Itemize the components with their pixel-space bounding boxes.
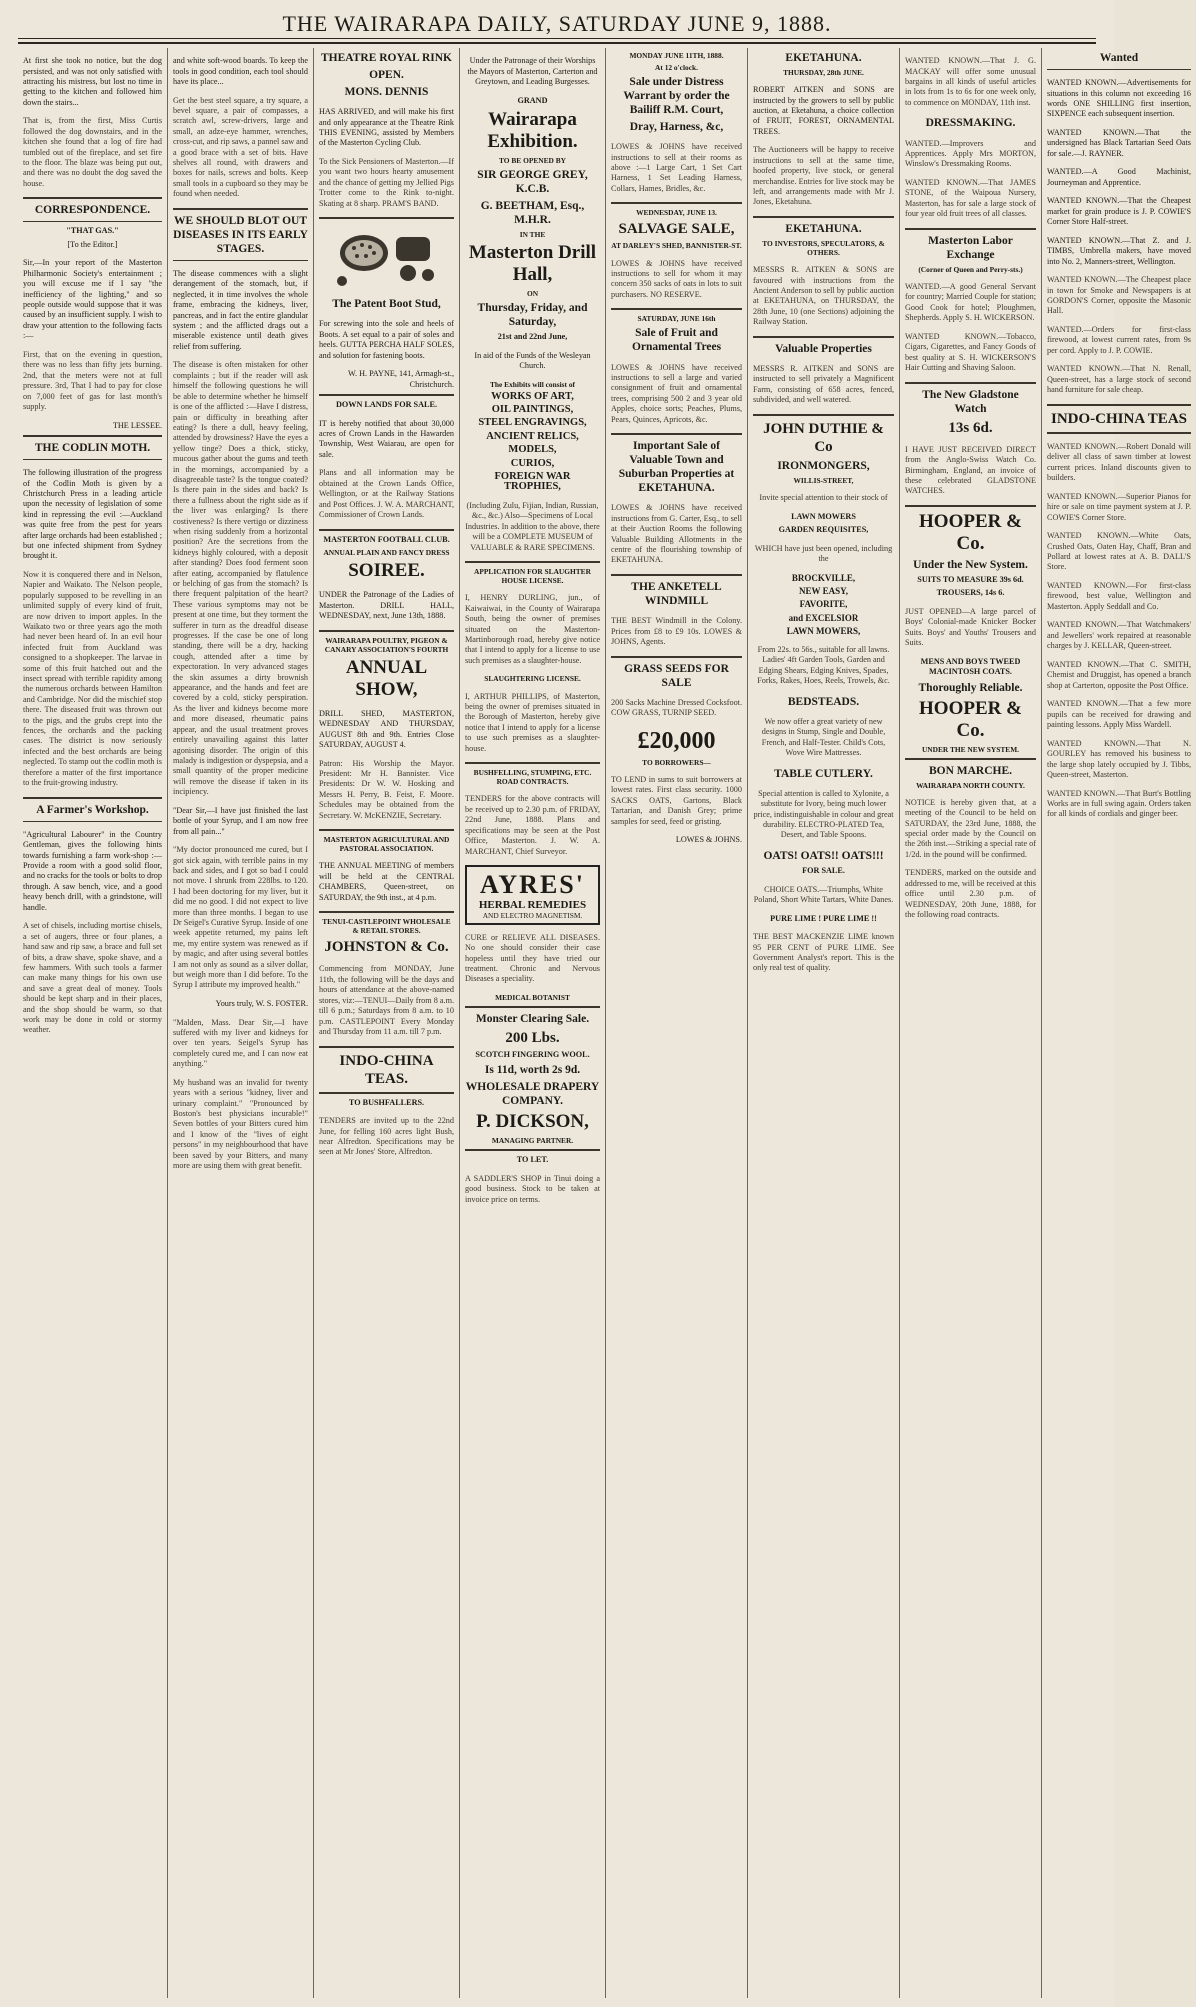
salvage-date: WEDNESDAY, JUNE 13. xyxy=(636,208,717,218)
oats-oats: OATS! OATS!! OATS!!! xyxy=(763,850,884,863)
windmill: THE ANKETELL WINDMILL xyxy=(631,581,722,608)
duthie: JOHN DUTHIE & Co xyxy=(763,420,884,455)
theatre-sub: OPEN. xyxy=(369,69,404,81)
labor-exchange-sub: (Corner of Queen and Perry-sts.) xyxy=(918,264,1023,274)
tools-intro: and white soft-wood boards. To keep the tools in good condition, each tool should have its place... xyxy=(173,56,308,86)
salvage-heading: SALVAGE SALE, xyxy=(618,221,735,238)
exhibit-item: FOREIGN WAR TROPHIES, xyxy=(494,471,571,493)
beetham: G. BEETHAM, Esq., M.H.R. xyxy=(480,200,585,226)
wanted-ad: WANTED.—A Good Machinist, Journeyman and Apprentice. xyxy=(1047,167,1191,187)
farmer-heading: A Farmer's Workshop. xyxy=(36,803,149,816)
investors: TO INVESTORS, SPECULATORS, & OTHERS. xyxy=(762,239,885,258)
wholesale: WHOLESALE DRAPERY COMPANY. xyxy=(465,1081,600,1108)
eketahuna-2: EKETAHUNA. xyxy=(785,223,862,236)
football-sub: ANNUAL PLAIN AND FANCY DRESS xyxy=(323,548,450,558)
hooper-1: HOOPER & Co. xyxy=(919,511,1022,555)
mower-item: NEW EASY, xyxy=(798,586,849,597)
exhibit-item: STEEL ENGRAVINGS, xyxy=(478,417,587,429)
sat-date: SATURDAY, JUNE 16th xyxy=(637,314,716,324)
wanted-list xyxy=(1047,78,1191,267)
mower-item: and EXCELSIOR xyxy=(788,612,859,623)
gladstone-watch: The New Gladstone Watch xyxy=(922,388,1019,415)
theatre-heading: THEATRE ROYAL RINK xyxy=(320,52,452,64)
mower-item: BROCKVILLE, xyxy=(791,572,856,583)
testimonial-signoff: Yours truly, W. S. FOSTER. xyxy=(215,999,308,1008)
wanted-ad: WANTED KNOWN.—That the Cheapest market for grain produce is J. P. COWIE'S Corner Store Half-street. xyxy=(1047,196,1191,227)
exhibition-title: Wairarapa Exhibition. xyxy=(487,109,578,152)
column-4: Under the Patronage of their Worships the Mayors of Masterton, Carterton and Greytown, and Leading Burgesses. GRAND Wairarapa Exhibition. TO BE OPENED BY SIR GEORGE GREY, K.C.B. G. BEETHAM, Esq., M.H.R. IN THE Masterton Drill Hall, ON Thursday, Friday, and Saturday, 21st and 22nd June, In aid of the Funds of the Wesleyan Church. The Exhibits will consist of WORKS OF ART, OIL PAINTINGS, STEEL ENGRAVINGS, ANCIENT RELICS, MODELS, CURIOS, FOREIGN WAR TROPHIES, (Including Zulu, Fijian, Indian, Russian, &c., &c.) Also—Specimens of Local Industries. In addition to the above, there will be a COMPLETE MUSEUM of VALUABLE & RARE SPECIMENS. APPLICATION FOR SLAUGHTER HOUSE LICENSE. I, HENRY DURLING, jun., of Kaiwaiwai, in the County of Wairarapa South, being the owner of premises situated on the Masterton-Martinborough road, hereby give notice that I intend to apply for a license to use such premises as a slaughter-house. SLAUGHTERING LICENSE. I, ARTHUR PHILLIPS, of Masterton, being the owner of premises situated in the Borough of Masterton, hereby give notice that I intend to apply for a license to use such premises as a slaughter-house. BUSHFELLING, STUMPING, ETC. ROAD CONTRACTS. TENDERS for the above contracts will be received up to 2.30 p.m. of FRIDAY, 22nd June, 1888. Plans and specifications may be seen at the Post Office, Masterton. J. W. A. MARCHANT, Chief Surveyor. AYRES' HERBAL REMEDIES AND ELECTRO MAGNETISM. CURE or RELIEVE ALL DISEASES. No one should consider their case hopeless until they have tried our treatment. Chronic and Nervous Diseases a speciality. MEDICAL BOTANIST Monster Clearing Sale. 200 Lbs. SCOTCH FINGERING WOOL. Is 11d, worth 2s 9d. WHOLESALE DRAPERY COMPANY. P. DICKSON, MANAGING PARTNER. TO LET. A SADDLER'S SHOP in Tinui doing a good business. Stock to be taken at invoice price on terms. xyxy=(460,48,606,1998)
mower-item: FAVORITE, xyxy=(799,599,848,610)
hooper-2: HOOPER & Co. xyxy=(919,697,1022,741)
to-let: TO LET. xyxy=(516,1155,549,1165)
trousers-price: TROUSERS, 14s 6. xyxy=(936,588,1005,598)
boot-stud-illustration xyxy=(324,223,450,293)
eketahuna-body: ROBERT AITKEN and SONS are instructed by the growers to sell by public auction, at Eketahuna, a choice collection of FRUIT, FOREST, ORNAMENTAL TREES. xyxy=(753,85,894,136)
lands-heading: DOWN LANDS FOR SALE. xyxy=(336,400,437,410)
important-sale: Important Sale of Valuable Town and Suburban Properties at EKETAHUNA. xyxy=(618,440,735,495)
bedsteads: BEDSTEADS. xyxy=(787,695,860,708)
masthead xyxy=(18,6,1096,44)
column-8: Wanted WANTED KNOWN.—Advertisements for situations in this column not exceeding 16 words ONE SHILLING first insertion, SIXPENCE each subsequent insertion. WANTED KNOWN.—That the undersigned has Black Tartarian Seed Oats for sale.—J. RAYNER. WANTED.—A Good Machinist, Journeyman and Apprentice. WANTED KNOWN.—That the Cheapest market for grain produce is J. P. COWIE'S Corner Store Half-street. WANTED KNOWN.—That Z. and J. TIMBS, Umbrella makers, have moved into No. 2, Manners-street, Wellington. WANTED KNOWN.—The Cheapest place in town for Smoke and Newspapers is at GORDON'S Corner, opposite the Masonic Hall. WANTED.—Orders for first-class firewood, at lowest current rates, from 9s per cord. Apply to J. P. COWIE. WANTED KNOWN.—That N. Renall, Queen-street, has a large stock of second hand furniture for sale cheap. INDO-CHINA TEAS WANTED KNOWN.—Robert Donald will deliver all class of sawn timber at lowest current prices. Inland discounts given to builders. WANTED KNOWN.—Superior Pianos for hire or sale on time payment system at J. P. COWIE'S Corner Store. WANTED KNOWN.—White Oats, Crushed Oats, Oaten Hay, Chaff, Bran and Pollard at lowest rates at A. B. DALL'S Store. WANTED KNOWN.—For first-class firewood, best value, Wellington and Masterton. Apply Seddall and Co. WANTED KNOWN.—That Watchmakers' and Jewellers' work repaired at reasonable charges by J. KELLAR, Queen-street. WANTED KNOWN.—That C. SMITH, Chemist and Druggist, has opened a branch shop at Carterton, opposite the Post Office. WANTED KNOWN.—That a few more pupils can be received for drawing and painting lessons. Apply Miss Wardell. WANTED KNOWN.—That N. GOURLEY has removed his business to the large shop lately occupied by J. Tibbs, Queen-street, Masterton. WANTED KNOWN.—That Burt's Bottling Works are in full swing again. Orders taken for all kinds of cordials and ginger beer. xyxy=(1047,52,1191,819)
borrowers: TO BORROWERS— xyxy=(642,757,711,767)
exhibit-item: MODELS, xyxy=(508,444,557,456)
exhibition-patron: Under the Patronage of their Worships the Mayors of Masterton, Carterton and Greytown, and Leading Burgesses. xyxy=(467,56,598,86)
lbs: 200 Lbs. xyxy=(505,1029,560,1046)
wanted-ad: WANTED KNOWN.—That the undersigned has Black Tartarian Seed Oats for sale.—J. RAYNER. xyxy=(1047,128,1191,158)
pure-lime: PURE LIME ! PURE LIME !! xyxy=(770,913,877,923)
wanted-heading: Wanted xyxy=(1099,52,1139,64)
soiree-body: UNDER the Patronage of the Ladies of Masterton. DRILL HALL, WEDNESDAY, next, June 13th, 1888. xyxy=(319,590,454,621)
football-heading: MASTERTON FOOTBALL CLUB. xyxy=(323,534,450,544)
loan-amount: £20,000 xyxy=(637,727,716,754)
column-6: EKETAHUNA. THURSDAY, 28th JUNE. ROBERT AITKEN and SONS are instructed by the growers to sell by public auction, at Eketahuna, a choice collection of FRUIT, FOREST, ORNAMENTAL TREES. The Auctioneers will be happy to receive instructions to sell at the same time, hoofed property, live stock, or general merchandise. Entries for live stock may be left, and arrangements made with Mr J. Jones, Eketahuna. EKETAHUNA. TO INVESTORS, SPECULATORS, & OTHERS. MESSRS R. AITKEN & SONS are favoured with instructions from the Ancient Anderson to sell by public auction at EKETAHUNA, on THURSDAY, the 28th June, 10 (one Sections) adjoining the Railway Station. Valuable Properties MESSRS R. AITKEN and SONS are instructed to sell privately a Magnificent Farm, consisting of 658 acres, fenced, subdivided, and well watered. JOHN DUTHIE & Co IRONMONGERS, WILLIS-STREET, Invite special attention to their stock of LAWN MOWERS GARDEN REQUISITES, WHICH have just been opened, including the BROCKVILLE, NEW EASY, FAVORITE, and EXCELSIOR LAWN MOWERS, From 22s. to 56s., suitable for all lawns. Ladies' 4ft Garden Tools, Garden and Edging Shears, Edging Knives, Spades, Forks, Rakes, Hoes, Reels, Trowels, &c. BEDSTEADS. We now offer a great variety of new designs in Stump, Single and Double, French, and Half-Tester. Child's Cots, Wove Wire Mattresses. TABLE CUTLERY. Special attention is called to Xylonite, a substitute for Ivory, being much lower price, indistinguishable in colour and great durability. ELECTRO-PLATED Tea, Desert, and Table Spoons. OATS! OATS!! OATS!!! FOR SALE. CHOICE OATS.—Triumphs, White Poland, Short White Tartars, White Danes. PURE LIME ! PURE LIME !! THE BEST MACKENZIE LIME known 95 PER CENT of PURE LIME. See Government Analyst's report. This is the only real test of quality. xyxy=(748,48,900,1998)
correspondence-title: "THAT GAS." xyxy=(66,226,119,236)
in-the: IN THE xyxy=(519,230,546,239)
column-7: WANTED KNOWN.—That J. G. MACKAY will offer some unusual bargains in all kinds of useful articles in lots from 1s to 6s for one week only, to commence on MONDAY, 11th inst. DRESSMAKING. WANTED.—Improvers and Apprentices. Apply Mrs MORTON, Winslow's Dressmaking Rooms. WANTED KNOWN.—That JAMES STONE, of the Waipoua Nursery, Masterton, has for sale a large stock of four year old fruit trees of all classes. Masterton Labor Exchange (Corner of Queen and Perry-sts.) WANTED.—A good General Servant for country; Married Couple for station; Good Cook for hotel; Ploughmen, Shepherds. Apply S. H. WICKERSON. WANTED KNOWN.—Tobacco, Cigars, Cigarettes, and Fancy Goods of best quality at S. H. WICKERSON'S Hair Cutting and Shaving Saloon. The New Gladstone Watch 13s 6d. I HAVE JUST RECEIVED DIRECT from the Anglo-Swiss Watch Co. Birmingham, England, an invoice of these celebrated GLADSTONE WATCHES. HOOPER & Co. Under the New System. SUITS TO MEASURE 39s 6d. TROUSERS, 14s 6. JUST OPENED—A large parcel of Boys' Colonial-made Knicker Bocker Suits. Boys' and Youths' Trousers and Suits. MENS AND BOYS TWEED MACINTOSH COATS. Thoroughly Reliable. HOOPER & Co. UNDER THE NEW SYSTEM. BON MARCHE. WAIRARAPA NORTH COUNTY. NOTICE is hereby given that, at a meeting of the Council to be held on SATURDAY, the 23rd June, 1888, the special order made by the Council on the 26th inst.—Striking a special rate of 1/2d. in the pound will be confirmed. TENDERS, marked on the outside and addressed to me, will be received at this office until 2.30 p.m. of WEDNESDAY, 20th June, 1888, for the following road contracts. xyxy=(900,48,1042,1998)
exhibit-item: CURIOS, xyxy=(510,457,555,469)
willis-street: WILLIS-STREET, xyxy=(793,475,854,485)
ayres-sub2: AND ELECTRO MAGNETISM. xyxy=(482,910,583,920)
correspondence-heading: CORRESPONDENCE. xyxy=(34,204,151,217)
tweed-coats: MENS AND BOYS TWEED MACINTOSH COATS. xyxy=(920,656,1021,677)
column-1: At first she took no notice, but the dog persisted, and was not only satisfied with attracting his mistress, but lost no time in getting to the kitchen and followed him down the stairs... That is, from the first, Miss Curtis followed the dog downstairs, and in the kitchen she found that a log of fire had tumbled out of the fireplace, and set fire to the floor. The blaze was being put out, and there was no doubt the dog saved the house. CORRESPONDENCE. "THAT GAS." [To the Editor.] Sir,—In your report of the Masterton Philharmonic Society's entertainment ; you will excuse me if I say "the inefficiency of the lighting," and so people outside would suppose that it was caused by an insufficient supply. I wish to draw your attention to the following facts :— First, that on the evening in question, there was no less than fifty jets burning. 2nd, that the meters were not at full pressure. 3rd, That I had to pay for close on 7,000 feet of gas for last month's supply. THE LESSEE. THE CODLIN MOTH. The following illustration of the progress of the Codlin Moth is given by a Christchurch Press in a leading article upon the necessity of legislation of some kind in repressing the evil :—Auckland was quite free from the pest for years after large orchards had been established ; but one infected shipment from Sydney brought it. Now it is conquered there and in Nelson, Napier and Waikato. The Nelson people, popularly supposed to be revelling in an unlimited supply of every kind of fruit, are now driven to import apples. In the Waikato two or three years ago the moth had never been heard of. In an evil hour infected fruit from Auckland was consigned to a shopkeeper. The larvae in some of this fruit hatched out and the insect spread with terrible rapidity among the numerous orchards between Hamilton and Cambridge. Nor did the mischief stop there. The diseased fruit was thrown out to the pigs, and the grubs crept into the fences, the orchards and the packing cases. The district is now seriously infected and the best orchards are being neglected. To stamp out the codlin moth is therefore a matter of the first importance to the fruit-growing industry. A Farmer's Workshop. "Agricultural Labourer" in the Country Gentleman, gives the following hints towards furnishing a farm work-shop :—Provide a room with a good solid floor, and no cracks for the tools or bolts to drop through. A saw bench, vice, and a good heavy bench drill, with a grindstone, will handle. A set of chisels, including mortise chisels, a set of augers, three or four planes, a hand saw and rip saw, a brace and full set of bits, a draw shave, spoke shave, and a few hammers. With such tools a farmer can make many things for his own use and save a great deal of money. Tools should be kept sharp and in their places, and the shop should be warm, so that work may be done in cold or stormy weather. xyxy=(18,48,168,1998)
exhibit-item: ANCIENT RELICS, xyxy=(486,430,579,442)
masthead-title: THE WAIRARAPA DAILY, SATURDAY JUNE 9, 1888. xyxy=(282,11,832,36)
agri-heading: MASTERTON AGRICULTURAL AND PASTORAL ASSOCIATION. xyxy=(323,835,450,854)
grass-seeds: GRASS SEEDS FOR SALE xyxy=(624,662,729,689)
for-sale: FOR SALE. xyxy=(802,866,845,876)
dickson-sub: MANAGING PARTNER. xyxy=(491,1136,574,1146)
soiree: SOIREE. xyxy=(348,560,425,582)
labor-exchange: Masterton Labor Exchange xyxy=(928,234,1013,261)
grand-label: GRAND xyxy=(517,95,548,105)
garden-requisites: GARDEN REQUISITES, xyxy=(778,525,869,535)
lands-body: IT is hereby notified that about 30,000 acres of Crown Lands in the Hawarden Township, West Waiarau, are open for sale. xyxy=(319,418,454,459)
distress-sale: Sale under Distress Warrant by order the Bailiff R.M. Court, xyxy=(623,76,730,116)
ayres-name: AYRES' xyxy=(480,870,585,900)
dickson: P. DICKSON, xyxy=(476,1111,589,1133)
valuable-properties: Valuable Properties xyxy=(775,342,872,355)
ayres-sub: HERBAL REMEDIES xyxy=(478,899,587,912)
bushfallers-heading: TO BUSHFALLERS. xyxy=(348,1097,425,1107)
exhibition-days: Thursday, Friday, and Saturday, xyxy=(477,302,588,328)
on-label: ON xyxy=(526,289,539,298)
fruit-trees: Sale of Fruit and Ornamental Trees xyxy=(631,327,722,354)
blot-body: The disease commences with a slight derangement of the stomach, but, if neglected, it in time involves the whole frame, embracing the kidneys, liver, pancreas, and in fact the entire glandular system ; and the afflicted drags out a miserable existence until death gives relief from suffering. xyxy=(173,269,308,351)
johnston: JOHNSTON & Co. xyxy=(324,939,449,956)
boot-stud-sign: W. H. PAYNE, 141, Armagh-st., Christchurch. xyxy=(348,369,454,389)
mower-item: LAWN MOWERS, xyxy=(786,626,861,637)
opened-by: TO BE OPENED BY xyxy=(498,156,566,165)
lowes-johns-sign: LOWES & JOHNS. xyxy=(675,835,742,845)
wool-price: Is 11d, worth 2s 9d. xyxy=(484,1064,581,1077)
blot-heading: WE SHOULD BLOT OUT DISEASES IN ITS EARLY STAGES. xyxy=(173,214,308,255)
column-5: MONDAY JUNE 11TH, 1888. At 12 o'clock. Sale under Distress Warrant by order the Bailiff R.M. Court, Dray, Harness, &c, LOWES & JOHNS have received instructions to sell at their rooms as above :—1 Large Cart, 1 Set Cart Harness, 1 Set Leading Harness, Collars, Hames, Bridles, &c. WEDNESDAY, JUNE 13. SALVAGE SALE, AT DARLEY'S SHED, BANNISTER-ST. LOWES & JOHNS have received instructions to sell for whom it may concern 350 sacks of oats in lots to suit purchasers. NO RESERVE. SATURDAY, JUNE 16th Sale of Fruit and Ornamental Trees LOWES & JOHNS have received instructions to sell a large and varied consignment of fruit and ornamental trees, comprising 500 2 and 3 year old Apples, choice sorts; Peaches, Plums, Pears, Quinces, Apricots, &c. Important Sale of Valuable Town and Suburban Properties at EKETAHUNA. LOWES & JOHNS have received instructions from G. Carter, Esq., to sell at their Auction Rooms the following Valuable Building Allotments in the centre of the flourishing township of EKETAHUNA. THE ANKETELL WINDMILL THE BEST Windmill in the Colony. Prices from £8 to £9 10s. LOWES & JOHNS, Agents. GRASS SEEDS FOR SALE 200 Sacks Machine Dressed Cocksfoot. COW GRASS, TURNIP SEED. £20,000 TO BORROWERS— TO LEND in sums to suit borrowers at lowest rates. First class security. 1000 SACKS OATS, Gartons, Black Tartarian, and Danish Grey; prime samples for seed, feed or gristing. LOWES & JOHNS. xyxy=(606,48,748,1998)
ironmongers: IRONMONGERS, xyxy=(777,459,870,472)
scotch-wool: SCOTCH FINGERING WOOL. xyxy=(475,1049,590,1059)
dressmaking: DRESSMAKING. xyxy=(925,117,1016,130)
poultry-heading: WAIRARAPA POULTRY, PIGEON & CANARY ASSOCIATION'S FOURTH xyxy=(324,635,449,654)
new-system-2: UNDER THE NEW SYSTEM. xyxy=(921,744,1020,754)
medical-botanist: MEDICAL BOTANIST xyxy=(495,992,570,1002)
exhibition-dates: 21st and 22nd June, xyxy=(497,332,568,341)
thoroughly-reliable: Thoroughly Reliable. xyxy=(918,681,1023,694)
slaughter-license: SLAUGHTERING LICENSE. xyxy=(484,674,581,684)
slaughter-heading: APPLICATION FOR SLAUGHTER HOUSE LICENSE. xyxy=(474,567,591,586)
table-cutlery: TABLE CUTLERY. xyxy=(774,767,873,780)
indo-china-teas-1: INDO-CHINA TEAS. xyxy=(339,1052,434,1087)
correspondence-signature: THE LESSEE. xyxy=(112,420,162,430)
eketahuna-date: THURSDAY, 28th JUNE. xyxy=(783,68,864,77)
clearing-sale: Monster Clearing Sale. xyxy=(475,1012,590,1025)
exhibit-item: WORKS OF ART, xyxy=(491,390,574,402)
theatre-body: HAS ARRIVED, and will make his first and only appearance at the Theatre Rink THIS EVENING, assisted by Members of the Masterton Cycling Club. xyxy=(319,107,454,148)
story-continued: That is, from the first, Miss Curtis followed the dog downstairs, and in the kitchen she found that a log of fire had tumbled out of the fireplace, and set fire to the floor. The blaze was being put out, and there was no doubt the dog saved the house. xyxy=(23,116,162,188)
correspondence-body: Sir,—In your report of the Masterton Philharmonic Society's entertainment ; you will excuse me if I say "the inefficiency of the lighting," and so people outside would suppose that it was caused by an insufficient supply. I wish to draw your attention to the following facts :— xyxy=(23,258,162,341)
exhibits-consist: The Exhibits will consist of xyxy=(489,379,575,389)
wanted-ad: WANTED KNOWN.—That Z. and J. TIMBS, Umbrella makers, have moved into No. 2, Manners-street, Wellington. xyxy=(1047,235,1191,266)
auction1-date: MONDAY JUNE 11TH, 1888. xyxy=(629,51,724,60)
exhibit-item: OIL PAINTINGS, xyxy=(491,404,574,415)
watch-price: 13s 6d. xyxy=(948,419,993,436)
story-intro: At first she took no notice, but the dog persisted, and was not only satisfied with attracting his mistress, but lost no time in getting to the kitchen and followed him down the stairs... xyxy=(23,56,162,107)
agri-body: THE ANNUAL MEETING of members will be held at the CENTRAL CHAMBERS, Queen-street, on SATURDAY, the 9th inst., at 4 p.m. xyxy=(319,861,454,902)
wanted-ad: WANTED KNOWN.—Advertisements for situations in this column not exceeding 16 words ONE SHILLING first insertion, SIXPENCE each subsequent insertion. xyxy=(1047,78,1191,119)
codlin-body: The following illustration of the progress of the Codlin Moth is given by a Christchurch Press in a leading article upon the necessity of legislation of some kind in repressing the evil :—Auckland was quite free from the pest for years after large orchards had been established ; but one infected shipment from Sydney brought it. xyxy=(23,468,162,561)
codlin-heading: THE CODLIN MOTH. xyxy=(34,441,151,454)
columns xyxy=(18,48,1191,1998)
bon-marche: BON MARCHE. xyxy=(928,764,1013,777)
ayres-advert xyxy=(465,865,600,924)
mons-dennis: MONS. DENNIS xyxy=(344,86,429,98)
exhibit-list xyxy=(465,392,600,493)
column-3: THEATRE ROYAL RINK OPEN. MONS. DENNIS HAS ARRIVED, and will make his first and only appearance at the Theatre Rink THIS EVENING, assisted by Members of the Masterton Cycling Club. To the Sick Pensioners of Masterton.—If you want two hours hearty amusement and the chance of getting my Jellied Pigs Trotter come to the Rink to-night. Skating at 8 sharp. PRAM'S BAND. The Patent Boot Stud, For screwing into the sole and heels of Boots. A set equal to a pair of soles and heels. GUTTA PERCHA HALF SOLES, and solution for fastening boots. W. H. PAYNE, 141, Armagh-st., Christchurch. DOWN LANDS FOR SALE. IT is hereby notified that about 30,000 acres of Crown Lands in the Hawarden Township, West Waiarau, are open for sale. Plans and all information may be obtained at the Crown Lands Office, Wellington, or at the Railway Stations and Post Offices. J. W. A. MARCHANT, Commissioner of Crown Lands. MASTERTON FOOTBALL CLUB. ANNUAL PLAIN AND FANCY DRESS SOIREE. UNDER the Patronage of the Ladies of Masterton. DRILL HALL, WEDNESDAY, next, June 13th, 1888. WAIRARAPA POULTRY, PIGEON & CANARY ASSOCIATION'S FOURTH ANNUAL SHOW, DRILL SHED, MASTERTON, WEDNESDAY AND THURSDAY, AUGUST 8th and 9th. Entries Close SATURDAY, AUGUST 4. Patron: His Worship the Mayor. President: Mr H. Bannister. Vice Presidents: Dr W. W. Hosking and Messrs H. Perry, B. Feist, F. Moore. Schedules may be obtained from the Secretary. W. McKENZIE, Secretary. MASTERTON AGRICULTURAL AND PASTORAL ASSOCIATION. THE ANNUAL MEETING of members will be held at the CENTRAL CHAMBERS, Queen-street, on SATURDAY, the 9th inst., at 4 p.m. TENUI-CASTLEPOINT WHOLESALE & RETAIL STORES. JOHNSTON & Co. Commencing from MONDAY, June 11th, the following will be the days and hours of attendance at the above-named stores, viz:—TENUI—Daily from 8 a.m. till 6 p.m.; Saturdays from 8 a.m. to 10 p.m. CASTLEPOINT Every Monday and Thursday from 11 a.m. till 7 p.m. INDO-CHINA TEAS. TO BUSHFALLERS. TENDERS are invited up to the 22nd June, for felling 160 acres light Bush, near Alfredton. Specifications may be seen at Mr Jones' Store, Alfredton. xyxy=(314,48,460,1998)
indo-china-teas-2: INDO-CHINA TEAS xyxy=(1050,410,1187,427)
correspondence-to: [To the Editor.] xyxy=(67,239,118,249)
sir-george-grey: SIR GEORGE GREY, K.C.B. xyxy=(477,169,588,195)
telegraph-heading: TENUI-CASTLEPOINT WHOLESALE & RETAIL STORES. xyxy=(322,917,451,936)
drill-hall: Masterton Drill Hall, xyxy=(468,242,597,285)
suits-price: SUITS TO MEASURE 39s 6d. xyxy=(917,575,1024,585)
bushfelling-heading: BUSHFELLING, STUMPING, ETC. ROAD CONTRACTS. xyxy=(473,768,592,787)
salvage-location: AT DARLEY'S SHED, BANNISTER-ST. xyxy=(611,241,742,251)
north-county: WAIRARAPA NORTH COUNTY. xyxy=(916,780,1025,790)
show-body: DRILL SHED, MASTERTON, WEDNESDAY AND THURSDAY, AUGUST 8th and 9th. Entries Close SATURDAY, AUGUST 4. xyxy=(319,708,454,750)
dray-harness: Dray, Harness, &c, xyxy=(629,121,724,133)
auction1-time: At 12 o'clock. xyxy=(655,63,698,72)
mower-list xyxy=(753,573,894,637)
eketahuna-heading: EKETAHUNA. xyxy=(785,52,862,64)
new-system-1: Under the New System. xyxy=(913,559,1028,572)
column-2: and white soft-wood boards. To keep the tools in good condition, each tool should have its place... Get the best steel square, a try square, a bevel square, a pair of compasses, a scratch awl, screw-drivers, large and small, an adze-eye hammer, wrenches, cross-cut, and rip saws, a pannel saw and a good brace with a set of bits. Have shelves all round, with drawers and boxes for nails, screws and bolts. Keep small tools in a cupboard so they may be found when needed. WE SHOULD BLOT OUT DISEASES IN ITS EARLY STAGES. The disease commences with a slight derangement of the stomach, but, if neglected, it in time involves the whole frame, embracing the kidneys, liver, pancreas, and in fact the entire glandular system ; and the afflicted drags out a miserable existence until death gives relief from suffering. The disease is often mistaken for other complaints ; but if the reader will ask himself the following questions he will be able to determine whether he himself is one of the afflicted :—Have I distress, pain or difficulty in breathing after eating? Is there a dull, heavy feeling, attended by drowsiness? Have the eyes a yellow tinge? Does a thick, sticky, mucous gather about the gums and teeth in the mornings, accompanied by a disagreeable taste? Is the tongue coated? Is there pain in the sides and back? Is there a fullness about the right side as if the liver was enlarging? Is there costiveness? Is there vertigo or dizziness when rising suddenly from a horizontal position? Are the secretions from the kidneys highly coloured, with a deposit after standing? Does food ferment soon after eating, accompanied by flatulence or belching of gas from the stomach? Is there frequent palpitation of the heart? These various symptoms may not be present at one time, but they torment the sufferer in turn as the dreadful disease progresses. If the case be one of long standing, there will be a dry, hacking cough, attended after a time by expectoration. In very advanced stages the skin assumes a dirty brownish appearance, and the hands and feet are covered by a cold, sticky perspiration. As the liver and kidneys become more and more diseased, rheumatic pains appear, and the usual treatment proves entirely unavailing against this latter agonising disorder. The origin of this malady is indigestion or dyspepsia, and a small quantity of the proper medicine will remove the disease if taken in its incipiency. "Dear Sir,—I have just finished the last bottle of your Syrup, and I am now free from all pain..." "My doctor pronounced me cured, but I got sick again, with terrible pains in my back and sides, and I got so bad I could not move. I shrunk from 228lbs. to 120. I had been doctoring for my liver, but it did me no good. I did not expect to live more than three months. I began to use Dr Seigel's Curative Syrup. Inside of one week appetite returned, my pains left me, my entire system was renewed as if by magic, and after using several bottles I am not only as sound as a silver dollar, but weigh more than I did before. To the Syrup I attribute my improved health." Yours truly, W. S. FOSTER. "Malden, Mass. Dear Sir,—I have suffered with my liver and kidneys for over ten years. Seigel's Syrup has completely cured me, and I can now eat anything." My husband was an invalid for twenty years with a serious "kidney, liver and urinary complaint." "Pronounced by Boston's best physicians incurable!" Seven bottles of your Bitters cured him and I know of the "lives of eight persons" in my neighbourhood that have been saved by your Bitters, and many more are using them with great benefit. xyxy=(168,48,314,1998)
farmer-body: "Agricultural Labourer" in the Country Gentleman, gives the following hints towards furnishing a farm work-shop :—Provide a room with a good solid floor, and no cracks for the tools or bolts to drop through. A saw bench, vice, and a good heavy bench drill, with a grindstone, will handle. xyxy=(23,829,162,912)
testimonial: "Dear Sir,—I have just finished the last bottle of your Syrup, and I am now free from all pain..." xyxy=(173,805,308,836)
exhibition-aid: In aid of the Funds of the Wesleyan Church. xyxy=(474,350,591,370)
annual-show: ANNUAL SHOW, xyxy=(345,656,428,700)
lawn-mowers: LAWN MOWERS xyxy=(791,511,856,521)
boot-stud-body: For screwing into the sole and heels of Boots. A set equal to a pair of soles and heels. GUTTA PERCHA HALF SOLES, and solution for fastening boots. xyxy=(319,319,454,360)
boot-stud-heading: The Patent Boot Stud, xyxy=(332,298,441,311)
